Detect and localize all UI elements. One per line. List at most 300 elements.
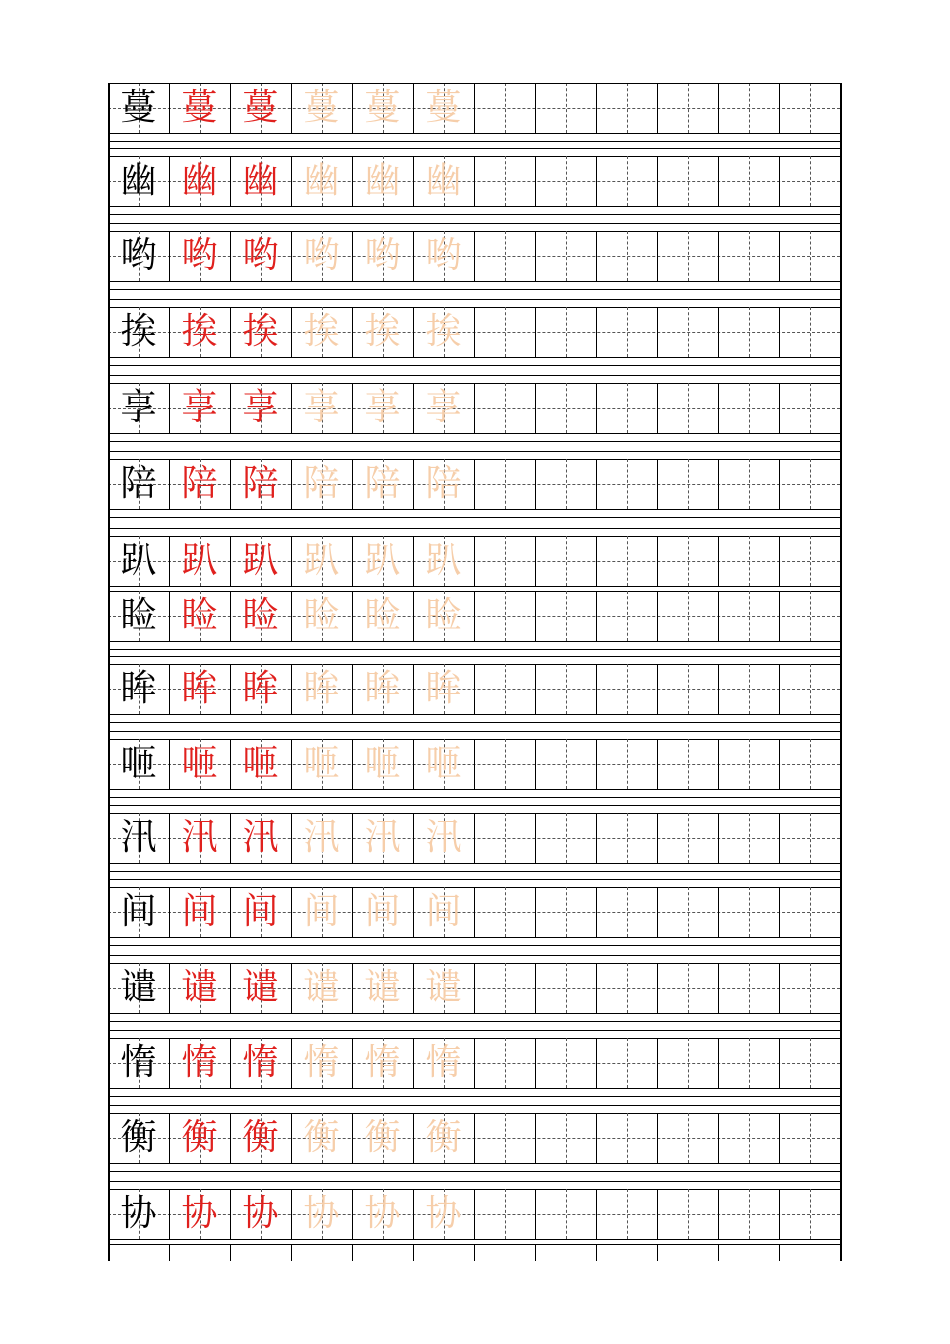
- model-character-glyph: 陪: [120, 463, 157, 504]
- cell-border: [352, 887, 353, 937]
- cell-border: [230, 591, 231, 641]
- cell-border: [657, 664, 658, 714]
- midline-vertical: [688, 1189, 689, 1239]
- row-border: [108, 206, 840, 207]
- cell-border: [169, 383, 170, 433]
- cell-border: [230, 156, 231, 206]
- midline-vertical: [688, 156, 689, 206]
- cell-border: [535, 1244, 536, 1261]
- midline-vertical: [566, 1038, 567, 1088]
- midline-vertical: [810, 1189, 811, 1239]
- cell-border: [352, 307, 353, 357]
- midline-vertical: [810, 307, 811, 357]
- guided-character-glyph: 挨: [242, 311, 279, 352]
- cell-border: [352, 739, 353, 789]
- row-border: [108, 1013, 840, 1014]
- trace-character-glyph: 汛: [425, 817, 462, 858]
- cell-border: [657, 536, 658, 586]
- midline-vertical: [810, 83, 811, 133]
- midline-vertical: [627, 156, 628, 206]
- cell-border: [596, 664, 597, 714]
- cell-border: [596, 83, 597, 133]
- midline-vertical: [688, 813, 689, 863]
- cell-border: [474, 383, 475, 433]
- cell-border: [535, 307, 536, 357]
- cell-border: [779, 536, 780, 586]
- cell-border: [474, 1189, 475, 1239]
- separator-line: [108, 805, 840, 806]
- cell-border: [352, 459, 353, 509]
- cell-border: [779, 231, 780, 281]
- guided-character-glyph: 哟: [181, 235, 218, 276]
- midline-vertical: [627, 813, 628, 863]
- cell-border: [291, 1244, 292, 1261]
- guided-character-glyph: 协: [181, 1193, 218, 1234]
- guided-character-glyph: 眸: [242, 668, 279, 709]
- trace-character-glyph: 间: [364, 891, 401, 932]
- cell-border: [718, 739, 719, 789]
- midline-vertical: [505, 156, 506, 206]
- cell-border: [230, 1244, 231, 1261]
- trace-character-glyph: 趴: [364, 540, 401, 581]
- midline-vertical: [688, 963, 689, 1013]
- cell-border: [474, 963, 475, 1013]
- midline-vertical: [627, 231, 628, 281]
- trace-character-glyph: 衡: [425, 1117, 462, 1158]
- model-character-glyph: 趴: [120, 540, 157, 581]
- separator-line: [108, 731, 840, 732]
- cell-border: [657, 156, 658, 206]
- midline-vertical: [627, 1038, 628, 1088]
- guided-character-glyph: 享: [181, 387, 218, 428]
- guided-character-glyph: 幽: [181, 160, 218, 201]
- row-border: [108, 1088, 840, 1089]
- cell-border: [779, 307, 780, 357]
- midline-vertical: [566, 963, 567, 1013]
- cell-border: [413, 887, 414, 937]
- separator-line: [108, 656, 840, 657]
- cell-border: [718, 963, 719, 1013]
- midline-vertical: [566, 307, 567, 357]
- guided-character-glyph: 享: [242, 387, 279, 428]
- midline-vertical: [810, 739, 811, 789]
- cell-border: [535, 739, 536, 789]
- cell-border: [413, 156, 414, 206]
- midline-vertical: [688, 536, 689, 586]
- cell-border: [169, 1113, 170, 1163]
- trace-character-glyph: 咂: [303, 743, 340, 784]
- midline-vertical: [505, 739, 506, 789]
- trace-character-glyph: 睑: [303, 595, 340, 636]
- cell-border: [413, 1113, 414, 1163]
- cell-border: [535, 1038, 536, 1088]
- midline-vertical: [566, 383, 567, 433]
- trace-character-glyph: 谴: [425, 967, 462, 1008]
- cell-border: [230, 664, 231, 714]
- midline-vertical: [688, 591, 689, 641]
- trace-character-glyph: 睑: [425, 595, 462, 636]
- cell-border: [596, 156, 597, 206]
- separator-line: [108, 375, 840, 376]
- midline-vertical: [505, 963, 506, 1013]
- midline-vertical: [749, 536, 750, 586]
- cell-border: [291, 1189, 292, 1239]
- cell-border: [230, 963, 231, 1013]
- cell-border: [291, 231, 292, 281]
- trace-character-glyph: 蔓: [425, 87, 462, 128]
- midline-vertical: [505, 536, 506, 586]
- cell-border: [474, 1244, 475, 1261]
- row-border: [108, 357, 840, 358]
- cell-border: [474, 739, 475, 789]
- trace-character-glyph: 眸: [364, 668, 401, 709]
- cell-border: [169, 231, 170, 281]
- trace-character-glyph: 协: [425, 1193, 462, 1234]
- separator-line: [108, 1096, 840, 1097]
- cell-border: [413, 1038, 414, 1088]
- trace-character-glyph: 间: [303, 891, 340, 932]
- guided-character-glyph: 汛: [181, 817, 218, 858]
- guided-character-glyph: 汛: [242, 817, 279, 858]
- cell-border: [779, 739, 780, 789]
- cell-border: [535, 536, 536, 586]
- guided-character-glyph: 挨: [181, 311, 218, 352]
- midline-vertical: [566, 231, 567, 281]
- midline-vertical: [688, 739, 689, 789]
- guided-character-glyph: 间: [181, 891, 218, 932]
- midline-vertical: [749, 156, 750, 206]
- midline-vertical: [566, 459, 567, 509]
- cell-border: [291, 536, 292, 586]
- separator-line: [108, 214, 840, 215]
- midline-vertical: [627, 664, 628, 714]
- cell-border: [535, 231, 536, 281]
- separator-line: [108, 955, 840, 956]
- trace-character-glyph: 蔓: [364, 87, 401, 128]
- midline-vertical: [627, 459, 628, 509]
- cell-border: [474, 156, 475, 206]
- cell-border: [535, 83, 536, 133]
- midline-vertical: [566, 664, 567, 714]
- cell-border: [413, 459, 414, 509]
- midline-vertical: [810, 664, 811, 714]
- cell-border: [352, 156, 353, 206]
- cell-border: [718, 83, 719, 133]
- guided-character-glyph: 蔓: [242, 87, 279, 128]
- midline-vertical: [749, 591, 750, 641]
- midline-vertical: [749, 664, 750, 714]
- model-character-glyph: 咂: [120, 743, 157, 784]
- midline-vertical: [749, 1113, 750, 1163]
- midline-vertical: [566, 536, 567, 586]
- guided-character-glyph: 睑: [242, 595, 279, 636]
- trace-character-glyph: 趴: [425, 540, 462, 581]
- cell-border: [718, 1038, 719, 1088]
- cell-border: [596, 307, 597, 357]
- row-border: [108, 789, 840, 790]
- cell-border: [657, 739, 658, 789]
- trace-character-glyph: 挨: [364, 311, 401, 352]
- row-border: [108, 863, 840, 864]
- cell-border: [474, 231, 475, 281]
- cell-border: [535, 887, 536, 937]
- midline-vertical: [749, 307, 750, 357]
- cell-border: [291, 813, 292, 863]
- cell-border: [230, 383, 231, 433]
- cell-border: [535, 383, 536, 433]
- trace-character-glyph: 惰: [364, 1042, 401, 1083]
- midline-vertical: [505, 664, 506, 714]
- cell-border: [657, 963, 658, 1013]
- cell-border: [779, 156, 780, 206]
- cell-border: [596, 887, 597, 937]
- midline-vertical: [627, 536, 628, 586]
- cell-border: [413, 231, 414, 281]
- cell-border: [352, 1038, 353, 1088]
- model-character-glyph: 幽: [120, 160, 157, 201]
- midline-vertical: [505, 887, 506, 937]
- guided-character-glyph: 咂: [242, 743, 279, 784]
- cell-border: [413, 664, 414, 714]
- cell-border: [596, 813, 597, 863]
- cell-border: [413, 307, 414, 357]
- trace-character-glyph: 陪: [303, 463, 340, 504]
- midline-vertical: [749, 963, 750, 1013]
- midline-vertical: [566, 813, 567, 863]
- trace-character-glyph: 陪: [425, 463, 462, 504]
- separator-line: [108, 871, 840, 872]
- cell-border: [657, 307, 658, 357]
- cell-border: [779, 591, 780, 641]
- cell-border: [657, 1113, 658, 1163]
- cell-border: [596, 1189, 597, 1239]
- cell-border: [169, 591, 170, 641]
- cell-border: [474, 1038, 475, 1088]
- midline-vertical: [749, 231, 750, 281]
- model-character-glyph: 协: [120, 1193, 157, 1234]
- trace-character-glyph: 汛: [303, 817, 340, 858]
- guided-character-glyph: 趴: [181, 540, 218, 581]
- guided-character-glyph: 协: [242, 1193, 279, 1234]
- guided-character-glyph: 惰: [181, 1042, 218, 1083]
- cell-border: [718, 1244, 719, 1261]
- cell-border: [352, 591, 353, 641]
- cell-border: [169, 1038, 170, 1088]
- midline-vertical: [566, 83, 567, 133]
- cell-border: [230, 459, 231, 509]
- cell-border: [230, 887, 231, 937]
- model-character-glyph: 汛: [120, 817, 157, 858]
- cell-border: [169, 1189, 170, 1239]
- separator-line: [108, 289, 840, 290]
- cell-border: [718, 887, 719, 937]
- midline-vertical: [505, 383, 506, 433]
- trace-character-glyph: 趴: [303, 540, 340, 581]
- trace-character-glyph: 睑: [364, 595, 401, 636]
- cell-border: [352, 231, 353, 281]
- cell-border: [657, 83, 658, 133]
- cell-border: [230, 231, 231, 281]
- cell-border: [291, 664, 292, 714]
- cell-border: [230, 83, 231, 133]
- cell-border: [596, 1113, 597, 1163]
- cell-border: [596, 1038, 597, 1088]
- row-border: [108, 714, 840, 715]
- cell-border: [718, 307, 719, 357]
- separator-line: [108, 451, 840, 452]
- cell-border: [291, 1038, 292, 1088]
- midline-vertical: [505, 231, 506, 281]
- midline-vertical: [688, 887, 689, 937]
- trace-character-glyph: 衡: [364, 1117, 401, 1158]
- trace-character-glyph: 幽: [303, 160, 340, 201]
- row-border: [108, 937, 840, 938]
- cell-border: [230, 739, 231, 789]
- row-border: [108, 1239, 840, 1240]
- cell-border: [474, 536, 475, 586]
- separator-line: [108, 223, 840, 224]
- cell-border: [291, 963, 292, 1013]
- midline-vertical: [749, 83, 750, 133]
- cell-border: [230, 1189, 231, 1239]
- cell-border: [657, 383, 658, 433]
- row-border: [108, 281, 840, 282]
- midline-vertical: [810, 156, 811, 206]
- separator-line: [108, 879, 840, 880]
- trace-character-glyph: 眸: [303, 668, 340, 709]
- cell-border: [718, 813, 719, 863]
- midline-vertical: [688, 307, 689, 357]
- midline-vertical: [566, 739, 567, 789]
- cell-border: [291, 1113, 292, 1163]
- guided-character-glyph: 陪: [242, 463, 279, 504]
- cell-border: [413, 963, 414, 1013]
- row-border: [108, 1163, 840, 1164]
- trace-character-glyph: 哟: [364, 235, 401, 276]
- cell-border: [779, 1038, 780, 1088]
- trace-character-glyph: 蔓: [303, 87, 340, 128]
- cell-border: [596, 591, 597, 641]
- cell-border: [291, 459, 292, 509]
- cell-border: [413, 1244, 414, 1261]
- row-border: [108, 641, 840, 642]
- model-character-glyph: 惰: [120, 1042, 157, 1083]
- guided-character-glyph: 间: [242, 891, 279, 932]
- cell-border: [657, 1244, 658, 1261]
- midline-vertical: [505, 813, 506, 863]
- cell-border: [657, 231, 658, 281]
- guided-character-glyph: 咂: [181, 743, 218, 784]
- midline-vertical: [505, 83, 506, 133]
- model-character-glyph: 享: [120, 387, 157, 428]
- model-character-glyph: 挨: [120, 311, 157, 352]
- outer-border: [840, 83, 842, 1261]
- midline-vertical: [505, 459, 506, 509]
- cell-border: [291, 739, 292, 789]
- midline-vertical: [627, 1189, 628, 1239]
- midline-vertical: [566, 887, 567, 937]
- separator-line: [108, 299, 840, 300]
- cell-border: [596, 231, 597, 281]
- midline-vertical: [749, 459, 750, 509]
- midline-vertical: [749, 383, 750, 433]
- midline-vertical: [627, 307, 628, 357]
- row-border: [108, 509, 840, 510]
- trace-character-glyph: 享: [425, 387, 462, 428]
- trace-character-glyph: 享: [303, 387, 340, 428]
- midline-vertical: [688, 664, 689, 714]
- guided-character-glyph: 陪: [181, 463, 218, 504]
- model-character-glyph: 哟: [120, 235, 157, 276]
- separator-line: [108, 1171, 840, 1172]
- cell-border: [474, 307, 475, 357]
- cell-border: [230, 536, 231, 586]
- trace-character-glyph: 哟: [425, 235, 462, 276]
- cell-border: [535, 963, 536, 1013]
- midline-vertical: [749, 887, 750, 937]
- cell-border: [718, 1189, 719, 1239]
- cell-border: [535, 664, 536, 714]
- cell-border: [413, 813, 414, 863]
- midline-vertical: [627, 887, 628, 937]
- separator-line: [108, 528, 840, 529]
- midline-vertical: [688, 231, 689, 281]
- cell-border: [352, 1244, 353, 1261]
- guided-character-glyph: 睑: [181, 595, 218, 636]
- midline-vertical: [749, 813, 750, 863]
- separator-line: [108, 365, 840, 366]
- guided-character-glyph: 眸: [181, 668, 218, 709]
- cell-border: [779, 1189, 780, 1239]
- cell-border: [352, 83, 353, 133]
- midline-vertical: [566, 591, 567, 641]
- cell-border: [352, 664, 353, 714]
- trace-character-glyph: 陪: [364, 463, 401, 504]
- trace-character-glyph: 汛: [364, 817, 401, 858]
- midline-vertical: [688, 1113, 689, 1163]
- midline-vertical: [627, 739, 628, 789]
- midline-vertical: [810, 813, 811, 863]
- cell-border: [169, 739, 170, 789]
- separator-line: [108, 797, 840, 798]
- cell-border: [535, 459, 536, 509]
- cell-border: [779, 1244, 780, 1261]
- cell-border: [413, 1189, 414, 1239]
- trace-character-glyph: 惰: [303, 1042, 340, 1083]
- cell-border: [718, 459, 719, 509]
- row-border: [108, 133, 840, 134]
- cell-border: [535, 1113, 536, 1163]
- separator-line: [108, 945, 840, 946]
- cell-border: [840, 1244, 841, 1261]
- cell-border: [291, 591, 292, 641]
- midline-vertical: [505, 1113, 506, 1163]
- trace-character-glyph: 幽: [364, 160, 401, 201]
- trace-character-glyph: 咂: [425, 743, 462, 784]
- cell-border: [718, 664, 719, 714]
- cell-border: [596, 739, 597, 789]
- midline-vertical: [627, 963, 628, 1013]
- cell-border: [291, 83, 292, 133]
- cell-border: [413, 536, 414, 586]
- cell-border: [535, 1189, 536, 1239]
- trace-character-glyph: 挨: [303, 311, 340, 352]
- midline-vertical: [810, 963, 811, 1013]
- cell-border: [352, 1113, 353, 1163]
- cell-border: [230, 307, 231, 357]
- cell-border: [169, 1244, 170, 1261]
- separator-line: [108, 1030, 840, 1031]
